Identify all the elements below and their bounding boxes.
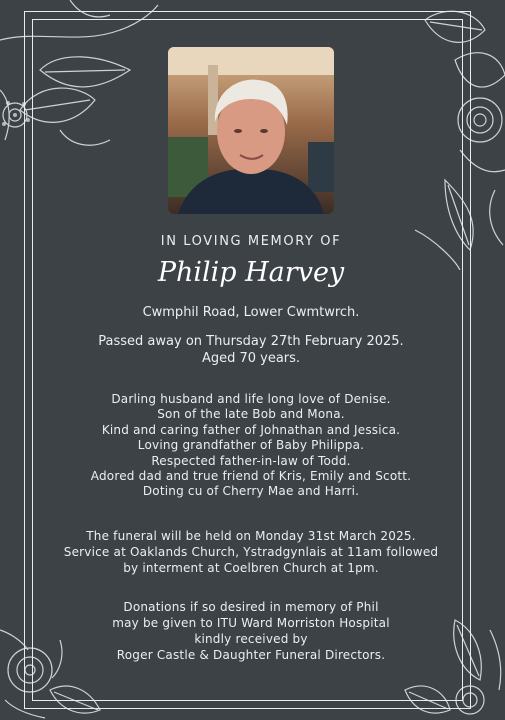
funeral-line: by interment at Coelbren Church at 1pm. bbox=[123, 561, 379, 575]
donation-line: may be given to ITU Ward Morriston Hospital bbox=[112, 616, 390, 630]
tribute-line: Son of the late Bob and Mona. bbox=[157, 407, 345, 422]
donation-line: Donations if so desired in memory of Phil bbox=[123, 600, 379, 614]
floral-corner-top-left-icon bbox=[0, 0, 160, 170]
funeral-line: The funeral will be held on Monday 31st March 2025. bbox=[86, 529, 416, 543]
funeral-details bbox=[36, 528, 466, 576]
donation-line: Roger Castle & Daughter Funeral Directors. bbox=[116, 648, 386, 662]
tribute-line: Darling husband and life long love of Denise. bbox=[111, 392, 391, 406]
tribute-line: Respected father-in-law of Todd. bbox=[151, 453, 351, 468]
age-line: Aged 70 years. bbox=[201, 351, 301, 366]
deceased-name: Philip Harvey bbox=[157, 257, 345, 288]
funeral-line: Service at Oaklands Church, Ystradgynlais at 11am followed bbox=[63, 545, 439, 559]
tribute-text bbox=[36, 392, 466, 500]
tribute-line: Doting cu of Cherry Mae and Harri. bbox=[142, 484, 360, 499]
memorial-heading: IN LOVING MEMORY OF bbox=[160, 234, 342, 249]
portrait-photo bbox=[168, 47, 334, 214]
donation-line: kindly received by bbox=[194, 632, 308, 646]
address-line: Cwmphil Road, Lower Cwmtwrch. bbox=[142, 305, 360, 320]
tribute-line: Adored dad and true friend of Kris, Emily and Scott. bbox=[90, 469, 412, 484]
donation-details bbox=[36, 599, 466, 663]
tribute-line: Kind and caring father of Johnathan and Jessica. bbox=[101, 422, 401, 437]
passed-away-line: Passed away on Thursday 27th February 2025. bbox=[98, 334, 404, 349]
passed-away-text bbox=[36, 333, 466, 367]
floral-corner-top-right-icon bbox=[385, 0, 505, 270]
tribute-line: Loving grandfather of Baby Philippa. bbox=[137, 438, 365, 453]
